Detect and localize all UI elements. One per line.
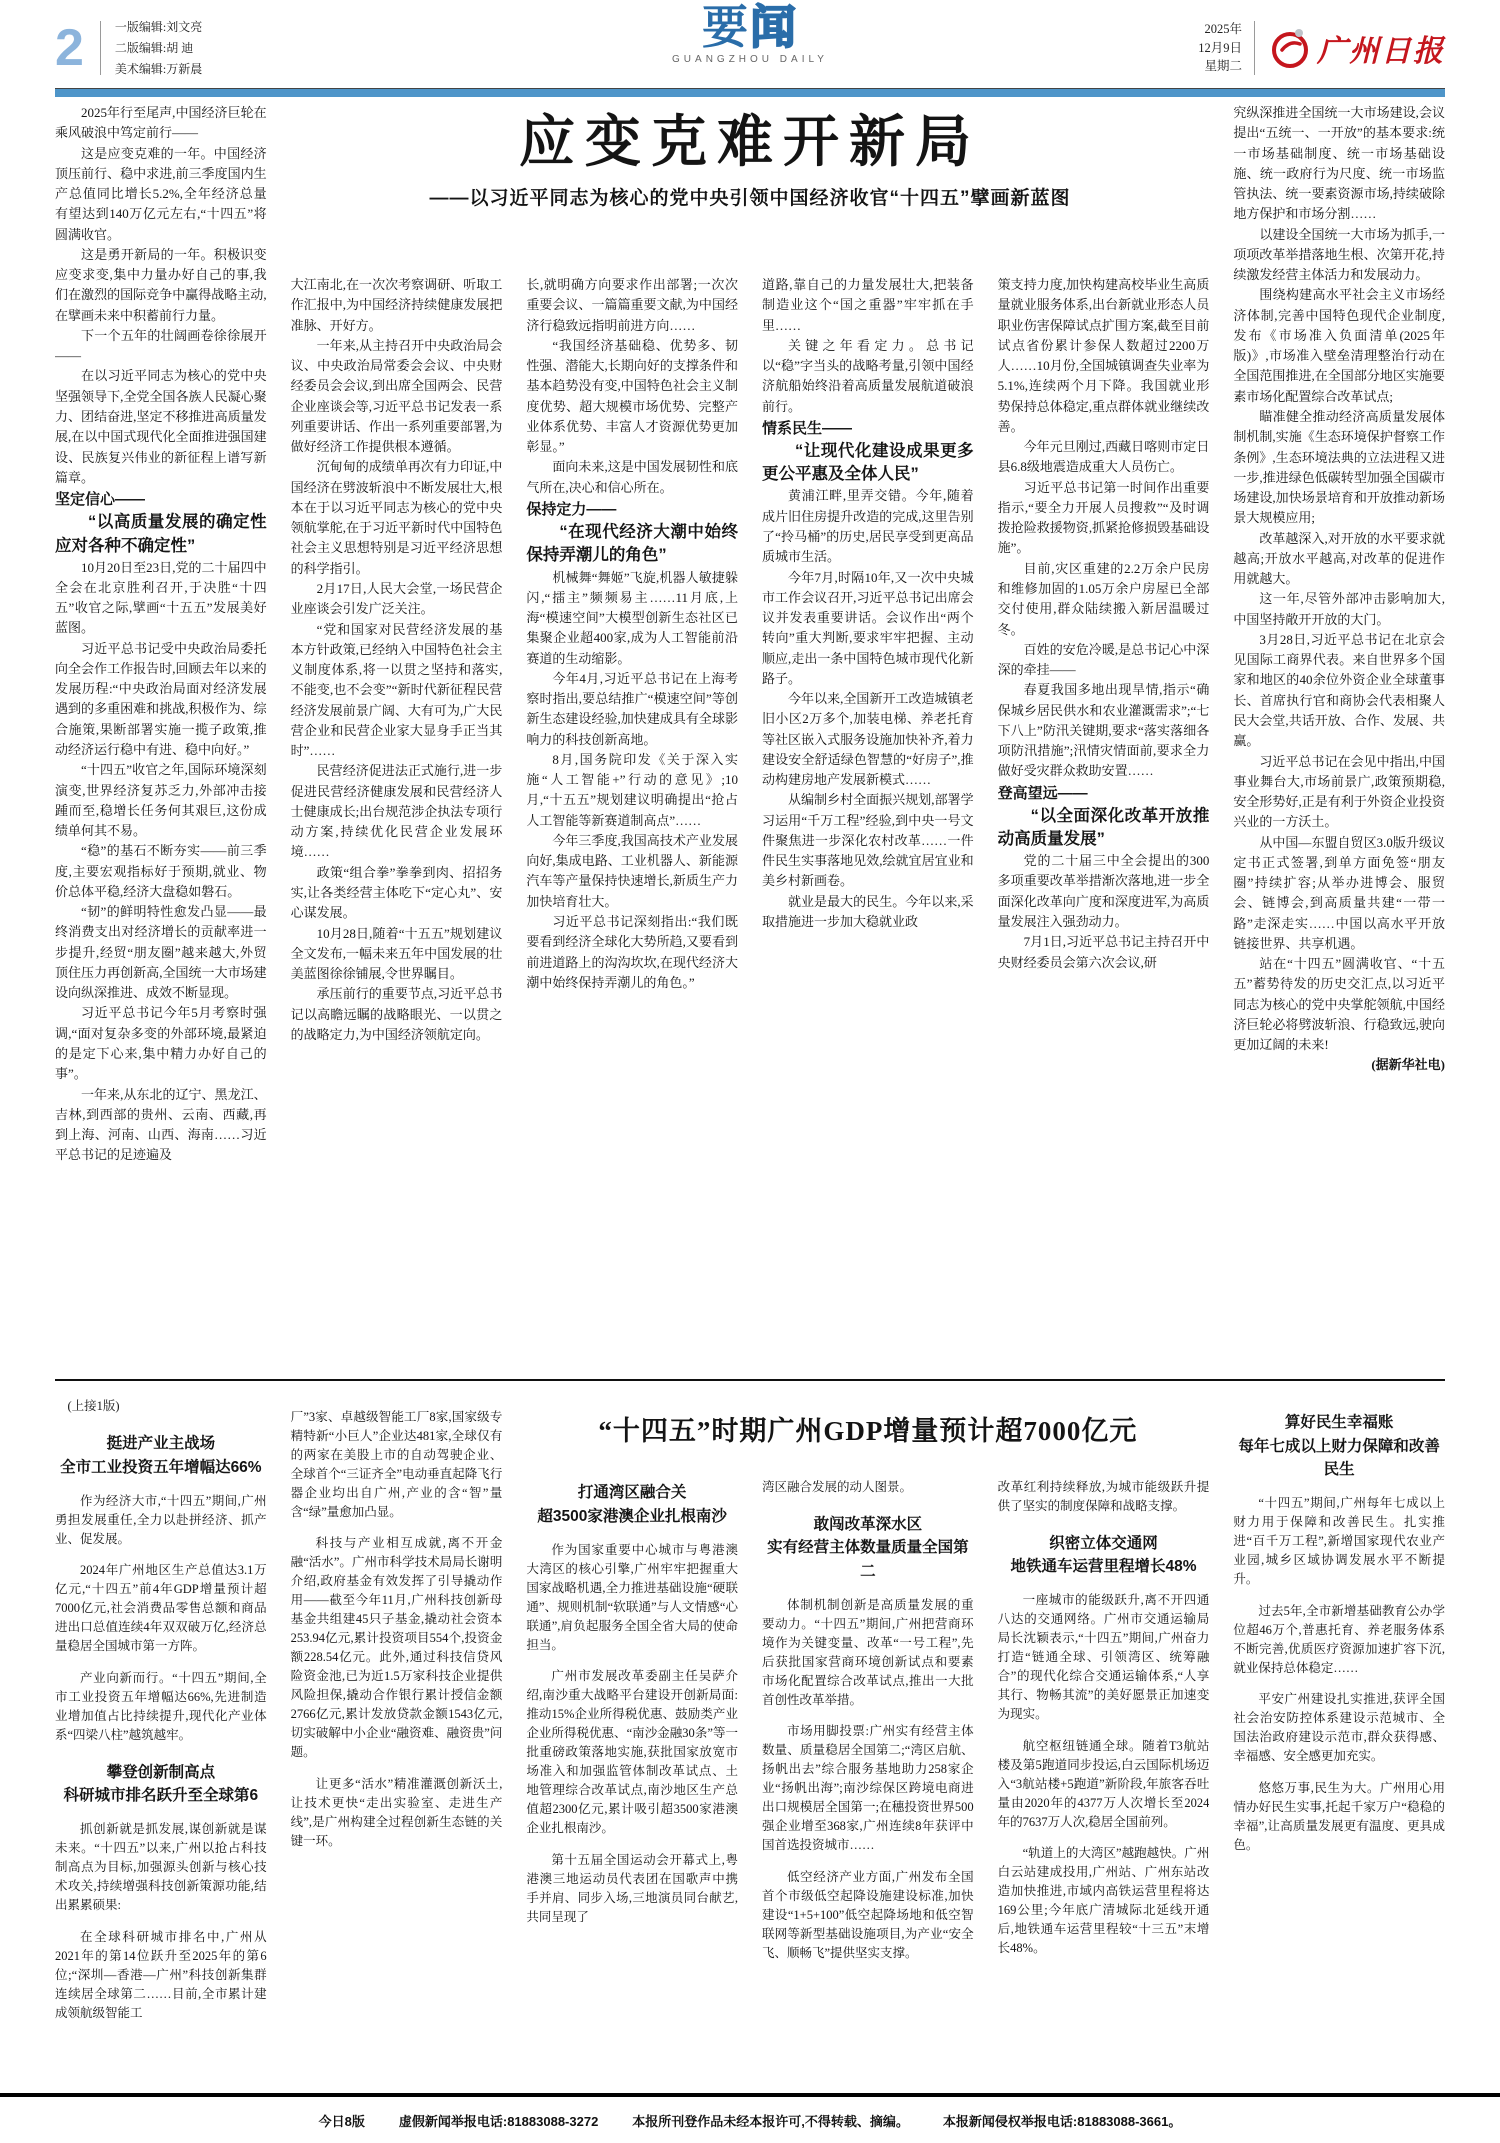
paragraph: 10月28日,随着“十五五”规划建议全文发布,一幅未来五年中国发展的壮美蓝图徐徐铺展,令世界瞩目。 xyxy=(290,925,503,982)
paragraph: 3月28日,习近平总书记在北京会见国际工商界代表。来自世界多个国家和地区的40余位外资企业全球董事长、首席执行官和商协会代表相聚人民大会堂,共话开放、合作、发展、共赢。 xyxy=(1233,631,1445,749)
paragraph: 抓创新就是抓发展,谋创新就是谋未来。“十四五”以来,广州以抢占科技制高点为目标,加强源头创新与核心技术攻关,持续增强科技创新策源功能,结出累累硕果: xyxy=(55,1822,267,1913)
bottom-column-2 xyxy=(291,1395,503,2067)
paragraph: 今年三季度,我国高技术产业发展向好,集成电路、工业机器人、新能源汽车等产量保持快速增长,新质生产力加快培育壮大。 xyxy=(526,832,738,909)
paragraph: 黄浦江畔,里弄交错。今年,随着成片旧住房提升改造的完成,这里告别了“拎马桶”的历史,居民享受到更高品质城市生活。 xyxy=(762,488,974,565)
editor-line: 美术编辑:万新晨 xyxy=(114,61,203,76)
paragraph: 习近平总书记深刻指出:“我们既要看到经济全球化大势所趋,又要看到前进道路上的沟沟坎坎,在现代经济大潮中始终保持弄潮儿的角色。” xyxy=(526,914,738,990)
page-footer xyxy=(0,2093,1500,2143)
footer-hotline-fake-news: 虚假新闻举报电话:81883088-3272 xyxy=(398,2113,599,2129)
paragraph: 10月20日至23日,党的二十届四中全会在北京胜利召开,于决胜“十四五”收官之际,擘画“十五五”发展美好蓝图。 xyxy=(55,559,267,636)
paragraph: 站在“十四五”圆满收官、“十五五”蓄势待发的历史交汇点,以习近平同志为核心的党中央掌舵领航,中国经济巨轮必将劈波斩浪、行稳致远,驶向更加辽阔的未来! xyxy=(1233,956,1445,1053)
paragraph: 改革红利持续释放,为城市能级跃升提供了坚实的制度保障和战略支撑。 xyxy=(997,1479,1210,1513)
editor-line: 一版编辑:刘文亮 xyxy=(114,19,203,34)
editor-credits xyxy=(115,17,202,80)
paragraph: “韧”的鲜明特性愈发凸显——最终消费支出对经济增长的贡献率进一步提升,经贸“朋友圈”越来越大,外贸顶住压力再创新高,全国统一大市场建设向纵深推进、成效不断显现。 xyxy=(55,904,267,1001)
paragraph: 今年7月,时隔10年,又一次中央城市工作会议召开,习近平总书记出席会议并发表重要讲话。会议作出“两个转向”重大判断,要求牢牢把握、主动顺应,走出一条中国特色城市现代化新路子。 xyxy=(762,569,974,686)
sub-headline: 算好民生幸福账 xyxy=(1284,1414,1394,1431)
paragraph: 湾区融合发展的动人图景。 xyxy=(762,1479,913,1494)
paragraph: “党和国家对民营经济发展的基本方针政策,已经纳入中国特色社会主义制度体系,将一以贯之坚持和落实,不能变,也不会变”“新时代新征程民营经济发展前景广阔、大有可为,广大民营企业和民营企业家大显身手正当其时”…… xyxy=(290,621,503,759)
paragraph: 下一个五年的壮阔画卷徐徐展开—— xyxy=(55,327,267,364)
sub-headline: 全市工业投资五年增幅达66% xyxy=(60,1458,262,1476)
article-column-3 xyxy=(526,275,738,1369)
newspaper-logo xyxy=(1269,26,1445,70)
bottom-headline: “十四五”时期广州GDP增量预计超7000亿元 xyxy=(598,1416,1138,1446)
paragraph: 今年4月,习近平总书记在上海考察时指出,要总结推广“模速空间”等创新生态建设经验,加快建成具有全球影响力的科技创新高地。 xyxy=(526,670,738,747)
section-subtitle: GUANGZHOU DAILY xyxy=(672,54,828,66)
paragraph: 2024年广州地区生产总值达3.1万亿元,“十四五”前4年GDP增量预计超7000亿元,社会消费品零售总额和商品进出口总值连续4年双双破万亿,经济总量稳居全国城市第一方阵。 xyxy=(55,1563,267,1654)
paragraph: 围绕构建高水平社会主义市场经济体制,完善中国特色现代企业制度,发布《市场准入负面清单(2025年版)》,市场准入壁垒清理整治行动在全国范围推进,在全国部分地区实施要素市场化配置综合改革试点; xyxy=(1233,287,1445,404)
section-subhead: “以全面深化改革开放推动高质量发展” xyxy=(997,807,1210,849)
sub-headline: 攀登创新制高点 xyxy=(106,1763,216,1781)
bottom-column-1 xyxy=(55,1395,267,2067)
masthead-right xyxy=(1198,20,1445,76)
footer-edition: 今日8版 xyxy=(318,2113,365,2129)
sub-headline: 挺进产业主战场 xyxy=(106,1435,216,1452)
paragraph: 厂”3家、卓越级智能工厂8家,国家级专精特新“小巨人”企业达481家,全球仅有的两家在美股上市的自动驾驶企业、全球首个“三证齐全”电动垂直起降飞行器企业均出自广州,产业的含“智”量含“绿”量愈加凸显。 xyxy=(290,1409,503,1519)
paragraph: 一座城市的能级跃升,离不开四通八达的交通网络。广州市交通运输局局长沈颖表示,“十四五”期间,广州奋力打造“链通全球、引领湾区、统筹融合”的现代化综合交通运输体系,“人享其行、物畅其流”的美好愿景正加速变为现实。 xyxy=(997,1593,1210,1722)
logo-emblem-icon xyxy=(1269,27,1311,69)
bottom-column-6 xyxy=(1233,1395,1445,2067)
paragraph: “我国经济基础稳、优势多、韧性强、潜能大,长期向好的支撑条件和基本趋势没有变,中国特色社会主义制度优势、超大规模市场优势、完整产业体系优势、丰富人才资源优势更加彰显。” xyxy=(526,337,738,455)
paragraph: 道路,靠自己的力量发展壮大,把装备制造业这个“国之重器”牢牢抓在手里…… xyxy=(762,277,974,333)
headline-block xyxy=(291,103,1210,275)
section-subhead: “以高质量发展的确定性应对各种不确定性” xyxy=(55,513,267,555)
paragraph: 民营经济促进法正式施行,进一步促进民营经济健康发展和民营经济人士健康成长;出台规范涉企执法专项行动方案,持续优化民营企业发展环境…… xyxy=(290,763,503,860)
masthead xyxy=(55,0,1445,88)
paragraph: 从中国—东盟自贸区3.0版升级议定书正式签署,到单方面免签“朋友圈”持续扩容;从举办进博会、服贸会、链博会,到高质量共建“一带一路”走深走实……中国以高水平开放链接世界、共享机遇。 xyxy=(1233,834,1445,951)
paragraph: 机械舞“舞姬”飞旋,机器人敏捷躲闪,“擂主”频频易主……11月底,上海“模速空间”大模型创新生态社区已集聚企业超400家,成为人工智能前沿赛道的生动缩影。 xyxy=(526,569,738,666)
sub-headline: 超3500家港澳企业扎根南沙 xyxy=(537,1507,727,1525)
paragraph: 7月1日,习近平总书记主持召开中央财经委员会第六次会议,研 xyxy=(997,934,1210,970)
bottom-headline-block xyxy=(526,1395,1209,1465)
paragraph: 究纵深推进全国统一大市场建设,会议提出“五统一、一开放”的基本要求:统一市场基础制度、统一市场基础设施、统一政府行为尺度、统一市场监管执法、统一要素资源市场,持续破除地方保护和市场分割…… xyxy=(1233,105,1445,222)
byline: (据新华社电) xyxy=(1371,1057,1445,1073)
paragraph: “十四五”收官之年,国际环境深刻演变,世界经济复苏乏力,外部冲击接踵而至,稳增长任务何其艰巨,这份成绩单何其不易。 xyxy=(55,762,267,839)
paragraph: 平安广州建设扎实推进,获评全国社会治安防控体系建设示范城市、全国法治政府建设示范市,群众获得感、幸福感、安全感更加充实。 xyxy=(1233,1692,1445,1764)
sub-headline: 织密立体交通网 xyxy=(1049,1534,1158,1552)
sub-headline: 实有经营主体数量质量全国第二 xyxy=(767,1539,969,1580)
date-weekday: 星期二 xyxy=(1204,59,1242,74)
paragraph: “十四五”期间,广州每年七成以上财力用于保障和改善民生。扎实推进“百千万工程”,新增国家现代农业产业园,城乡区域协调发展水平不断提升。 xyxy=(1233,1496,1445,1587)
paragraph: 一年来,从主持召开中央政治局会议、中央政治局常委会会议、中央财经委员会会议,到出席全国两会、民营企业座谈会等,习近平总书记发表一系列重要讲话、作出一系列重要部署,为做好经济工作提供根本遵循。 xyxy=(290,337,503,455)
section-subhead: “在现代经济大潮中始终保持弄潮儿的角色” xyxy=(526,523,738,565)
main-subtitle: ——以习近平同志为核心的党中央引领中国经济收官“十四五”擘画新蓝图 xyxy=(429,187,1071,209)
section-subhead: 坚定信心—— xyxy=(55,491,146,509)
bottom-column-3 xyxy=(526,1465,738,2067)
article-column-5 xyxy=(998,275,1210,1369)
paragraph: 体制机制创新是高质量发展的重要动力。“十四五”期间,广州把营商环境作为关键变量、改革“一号工程”,先后获批国家营商环境创新试点和要素市场化配置综合改革试点,推出一大批首创性改革举措。 xyxy=(762,1597,974,1707)
article-column-4 xyxy=(762,275,974,1369)
editor-line: 二版编辑:胡 迪 xyxy=(114,40,194,55)
paragraph: 科技与产业相互成就,离不开金融“活水”。广州市科学技术局局长谢明介绍,政府基金有效发挥了引导撬动作用——截至今年11月,广州科技创新母基金共组建45只子基金,撬动社会资本253.94亿元,累计投资项目554个,投资金额228.54亿元。此外,通过科技信贷风险资金池,已为近1.5万家科技企业提供风险担保,撬动合作银行累计授信金额2766亿元,累计发放贷款金额1543亿元,切实破解中小企业“融资难、融资贵”问题。 xyxy=(290,1536,503,1759)
paragraph: 习近平总书记今年5月考察时强调,“面对复杂多变的外部环境,最紧迫的是定下心来,集中精力办好自己的事”。 xyxy=(55,1005,267,1082)
bottom-column-5 xyxy=(998,1465,1210,2067)
paragraph: 一年来,从东北的辽宁、黑龙江、吉林,到西部的贵州、云南、西藏,再到上海、河南、山西、海南……习近平总书记的足迹遍及 xyxy=(55,1086,267,1163)
paragraph: 承压前行的重要节点,习近平总书记以高瞻远瞩的战略眼光、一以贯之的战略定力,为中国经济领航定向。 xyxy=(290,986,503,1042)
bottom-section xyxy=(55,1379,1445,2067)
paragraph: 今年元旦刚过,西藏日喀则市定日县6.8级地震造成重大人员伤亡。 xyxy=(997,439,1210,475)
date-day: 12月9日 xyxy=(1198,40,1242,55)
sub-headline: 打通湾区融合关 xyxy=(577,1484,687,1501)
paragraph: 习近平总书记第一时间作出重要指示,“要全力开展人员搜救”“及时调拨抢险救援物资,抓紧抢修损毁基础设施”。 xyxy=(997,479,1210,556)
continued-tag: (上接1版) xyxy=(67,1399,120,1413)
logo-text: 广州日报 xyxy=(1317,35,1445,68)
bottom-column-4 xyxy=(762,1465,974,2067)
sub-headline: 敢闯改革深水区 xyxy=(813,1515,923,1533)
sub-headline: 科研城市排名跃升至全球第6 xyxy=(63,1787,259,1805)
paragraph: 悠悠万事,民生为大。广州用心用情办好民生实事,托起千家万户“稳稳的幸福”,让高质量发展更有温度、更具成色。 xyxy=(1233,1780,1445,1852)
sub-headline: 每年七成以上财力保障和改善民生 xyxy=(1238,1437,1440,1479)
paragraph: 作为国家重要中心城市与粤港澳大湾区的核心引擎,广州牢牢把握重大国家战略机遇,全力推进基础设施“硬联通”、规则机制“软联通”与人文情感“心联通”,肩负起服务全国全省大局的使命担当。 xyxy=(526,1542,738,1652)
paragraph: 在以习近平同志为核心的党中央坚强领导下,全党全国各族人民凝心聚力、团结奋进,坚定不移推进高质量发展,在以中国式现代化全面推进强国建设、民族复兴伟业的新征程上谱写新篇章。 xyxy=(55,368,267,485)
paragraph: 2025年行至尾声,中国经济巨轮在乘风破浪中笃定前行—— xyxy=(55,105,267,141)
paragraph: 策支持力度,加快构建高校毕业生高质量就业服务体系,出台新就业形态人员职业伤害保障试点扩围方案,截至目前试点省份累计参保人数超过2200万人……10月份,全国城镇调查失业率为5.1%,连续两个月下降。我国就业形势保持总体稳定,重点群体就业继续改善。 xyxy=(997,277,1210,434)
paragraph: 过去5年,全市新增基础教育公办学位超46万个,普惠托育、养老服务体系不断完善,优质医疗资源加速扩容下沉,就业保持总体稳定…… xyxy=(1233,1603,1445,1675)
paragraph: 目前,灾区重建的2.2万余户民房和维修加固的1.05万余户房屋已全部交付使用,群众陆续搬入新居温暖过冬。 xyxy=(997,560,1210,637)
paragraph: “轨道上的大湾区”越跑越快。广州白云站建成投用,广州站、广州东站改造加快推进,市域内高铁运营里程将达169公里;今年底广清城际北延线开通后,地铁通车运营里程较“十三五”末增长48%。 xyxy=(997,1846,1210,1956)
date-block xyxy=(1198,20,1242,76)
paragraph: 8月,国务院印发《关于深入实施“人工智能+”行动的意见》;10月,“十五五”规划建议明确提出“抢占人工智能等新赛道制高点”…… xyxy=(526,751,738,828)
paragraph: 改革越深入,对开放的水平要求就越高;开放水平越高,对改革的促进作用就越大。 xyxy=(1233,530,1445,587)
paragraph: 就业是最大的民生。今年以来,采取措施进一步加大稳就业政 xyxy=(762,893,974,930)
section-title: 要闻 xyxy=(702,2,798,53)
paragraph: 2月17日,人民大会堂,一场民营企业座谈会引发广泛关注。 xyxy=(290,580,503,617)
paragraph: 航空枢纽链通全球。随着T3航站楼及第5跑道同步投运,白云国际机场迈入“3航站楼+5跑道”新阶段,年旅客吞吐量由2020年的4377万人次增长至2024年的7637万人次,稳居全国前列。 xyxy=(997,1738,1210,1829)
paragraph: 习近平总书记受中央政治局委托向全会作工作报告时,回顾去年以来的发展历程:“中央政治局面对经济发展遇到的多重困难和挑战,积极作为、综合施策,果断部署实施一揽子政策,推动经济运行稳中有进、稳中向好。” xyxy=(55,640,267,758)
paragraph: 春夏我国多地出现旱情,指示“确保城乡居民供水和农业灌溉需求”;“七下八上”防汛关键期,要求“落实落细各项防汛措施”;汛情灾情面前,要求全力做好受灾群众救助安置…… xyxy=(997,682,1210,779)
paragraph: 这是应变克难的一年。中国经济顶压前行、稳中求进,前三季度国内生产总值同比增长5.2%,全年经济总量有望达到140万亿元左右,“十四五”将圆满收官。 xyxy=(55,145,267,242)
paragraph: 让更多“活水”精准灌溉创新沃土,让技术更快“走出实验室、走进生产线”,是广州构建全过程创新生态链的关键一环。 xyxy=(290,1776,503,1848)
paragraph: 第十五届全国运动会开幕式上,粤港澳三地运动员代表团在国歌声中携手并肩、同步入场,三地演员同台献艺,共同呈现了 xyxy=(526,1852,738,1924)
section-subhead: 登高望远—— xyxy=(997,784,1088,802)
paragraph: 产业向新而行。“十四五”期间,全市工业投资五年增幅达66%,先进制造业增加值占比持续提升,现代化产业体系“四梁八柱”越筑越牢。 xyxy=(55,1670,267,1742)
section-banner xyxy=(672,4,828,65)
main-headline: 应变克难开新局 xyxy=(518,112,981,174)
paragraph: 低空经济产业方面,广州发布全国首个市级低空起降设施建设标准,加快建设“1+5+100”低空起降场地和低空智联网等新型基础设施项目,为产业“安全飞、顺畅飞”提供坚实支撑。 xyxy=(762,1869,974,1960)
paragraph: 市场用脚投票:广州实有经营主体数量、质量稳居全国第二;“湾区启航、扬帆出去”综合服务基地助力258家企业“扬帆出海”;南沙综保区跨境电商进出口规模居全国第一;在穗投资世界500强企业增至368家,广州连续8年获评中国首选投资城市…… xyxy=(762,1724,974,1853)
footer-hotline-infringement: 本报新闻侵权举报电话:81883088-3661。 xyxy=(942,2113,1182,2129)
paragraph: 党的二十届三中全会提出的300多项重要改革举措渐次落地,进一步全面深化改革向广度和深度进军,为高质量发展注入强劲动力。 xyxy=(997,853,1210,930)
paragraph: 瞄准健全推动经济高质量发展体制机制,实施《生态环境保护督察工作条例》,生态环境法典的立法进程又进一步,推进绿色低碳转型加强全国碳市场建设,加快场景培育和开放推动新场景大规模应用; xyxy=(1233,408,1445,526)
paragraph: 从编制乡村全面振兴规划,部署学习运用“千万工程”经验,到中央一号文件聚焦进一步深化农村改革……一件件民生实事落地见效,绘就宜居宜业和美乡村新画卷。 xyxy=(762,792,974,889)
paragraph: “稳”的基石不断夯实——前三季度,主要宏观指标好于预期,就业、物价总体平稳,经济大盘稳如磐石。 xyxy=(55,843,267,899)
blue-band xyxy=(55,89,1445,97)
paragraph: 广州市发展改革委副主任吴萨介绍,南沙重大战略平台建设开创新局面:推动15%企业所得税优惠、鼓励类产业企业所得税优惠、“南沙金融30条”等一批重磅政策落地实施,获批国家放宽市场准入和加强监管体制改革试点、土地管理综合改革试点,南沙地区生产总值超2300亿元,累计吸引超3500家港澳企业扎根南沙。 xyxy=(526,1669,738,1836)
paragraph: 这是勇开新局的一年。积极识变应变求变,集中力量办好自己的事,我们在激烈的国际竞争中赢得战略主动,在擘画未来中积蓄前行力量。 xyxy=(55,246,267,323)
section-subhead: 情系民生—— xyxy=(762,419,853,437)
divider xyxy=(1254,21,1255,75)
main-article xyxy=(55,103,1445,1369)
footer-copyright: 本报所刊登作品未经本报许可,不得转载、摘编。 xyxy=(632,2113,909,2129)
paragraph: 以建设全国统一大市场为抓手,一项项改革举措落地生根、次第开花,持续激发经营主体活力和发展动力。 xyxy=(1233,226,1445,283)
divider xyxy=(100,21,101,75)
paragraph: 这一年,尽管外部冲击影响加大,中国坚持敞开开放的大门。 xyxy=(1233,591,1445,627)
date-year: 2025年 xyxy=(1204,21,1242,36)
paragraph: 大江南北,在一次次考察调研、听取工作汇报中,为中国经济持续健康发展把准脉、开好方。 xyxy=(290,277,503,333)
article-column-6 xyxy=(1233,103,1445,1369)
paragraph: 长,就明确方向要求作出部署;一次次重要会议、一篇篇重要文献,为中国经济行稳致远指明前进方向…… xyxy=(526,277,738,333)
paragraph: 关键之年看定力。总书记以“稳”字当头的战略考量,引领中国经济航船始终沿着高质量发展航道破浪前行。 xyxy=(762,337,974,414)
sub-headline: 地铁通车运营里程增长48% xyxy=(1010,1558,1197,1576)
paragraph: 作为经济大市,“十四五”期间,广州勇担发展重任,全力以赴拼经济、抓产业、促发展。 xyxy=(55,1493,267,1546)
paragraph: 在全球科研城市排名中,广州从2021年的第14位跃升至2025年的第6位;“深圳—香港—广州”科技创新集群连续居全球第二……目前,全市累计建成领航级智能工 xyxy=(55,1929,267,2020)
section-subhead: 保持定力—— xyxy=(526,500,617,518)
section-subhead: “让现代化建设成果更多更公平惠及全体人民” xyxy=(762,442,974,484)
paragraph: 沉甸甸的成绩单再次有力印证,中国经济在劈波斩浪中不断发展壮大,根本在于以习近平同志为核心的党中央领航掌舵,在于习近平新时代中国特色社会主义思想特别是习近平经济思想的科学指引。 xyxy=(290,459,503,576)
paragraph: 面向未来,这是中国发展韧性和底气所在,决心和信心所在。 xyxy=(526,459,738,495)
article-column-1 xyxy=(55,103,267,1369)
article-column-2 xyxy=(291,275,503,1369)
paragraph: 习近平总书记在会见中指出,中国事业舞台大,市场前景广,政策预期稳,安全形势好,正是有利于外资企业投资兴业的一方沃土。 xyxy=(1233,753,1445,830)
paragraph: 政策“组合拳”拳拳到肉、招招务实,让各类经营主体吃下“定心丸”、安心谋发展。 xyxy=(290,864,503,921)
page-number: 2 xyxy=(55,19,84,77)
paragraph: 今年以来,全国新开工改造城镇老旧小区2万多个,加装电梯、养老托育等社区嵌入式服务设施加快补齐,着力建设安全舒适绿色智慧的“好房子”,推动构建房地产发展新模式…… xyxy=(762,691,974,788)
paragraph: 百姓的安危冷暖,是总书记心中深深的牵挂—— xyxy=(997,641,1210,678)
